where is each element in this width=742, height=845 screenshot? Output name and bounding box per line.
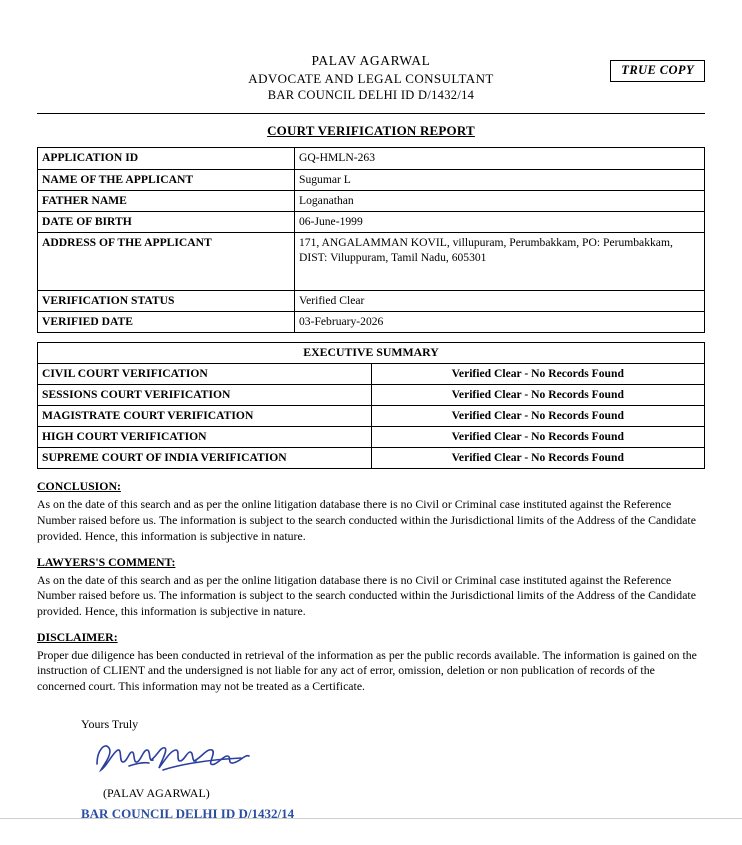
letterhead <box>37 52 705 103</box>
page-title: COURT VERIFICATION REPORT <box>267 123 475 139</box>
conclusion-text: As on the date of this search and as per the online litigation database there is no Civil or Criminal case instituted against the Reference Number raised before us. The information is subject to the search conducted within the Jurisdictional limits of the Address of the Candidate provided. Hence, this information is subjective in nature. <box>37 497 696 543</box>
disclaimer-section <box>37 630 705 695</box>
table-row <box>38 190 705 211</box>
summary-item-result: Verified Clear - No Records Found <box>371 448 705 469</box>
detail-value: GQ-HMLN-263 <box>295 148 705 169</box>
lawyer-comment-text: As on the date of this search and as per the online litigation database there is no Civil or Criminal case instituted against the Reference Number raised before us. The information is subject to the search conducted within the Jurisdictional limits of the Address of the Candidate provided. Hence, this information is subjective in nature. <box>37 572 696 618</box>
detail-label: ADDRESS OF THE APPLICANT <box>38 232 295 290</box>
detail-label: VERIFIED DATE <box>38 311 295 332</box>
table-row <box>38 311 705 332</box>
summary-item-label: CIVIL COURT VERIFICATION <box>38 364 372 385</box>
detail-value: Loganathan <box>295 190 705 211</box>
conclusion-title: CONCLUSION: <box>37 479 121 494</box>
lawyer-comment-title: LAWYERS'S COMMENT: <box>37 554 176 569</box>
detail-label: DATE OF BIRTH <box>38 211 295 232</box>
applicant-details-table <box>37 147 705 332</box>
table-header-row <box>38 342 705 363</box>
footer-divider <box>0 818 742 819</box>
table-row <box>38 290 705 311</box>
detail-value: Verified Clear <box>295 290 705 311</box>
detail-label: VERIFICATION STATUS <box>38 290 295 311</box>
table-row <box>38 364 705 385</box>
summary-item-label: MAGISTRATE COURT VERIFICATION <box>38 406 372 427</box>
summary-item-label: HIGH COURT VERIFICATION <box>38 427 372 448</box>
detail-value: 03-February-2026 <box>295 311 705 332</box>
summary-item-label: SUPREME COURT OF INDIA VERIFICATION <box>38 448 372 469</box>
table-row <box>38 427 705 448</box>
summary-item-result: Verified Clear - No Records Found <box>371 427 705 448</box>
table-row <box>38 169 705 190</box>
signature-image <box>91 736 271 784</box>
yours-truly-text: Yours Truly <box>81 716 139 731</box>
detail-value: Sugumar L <box>295 169 705 190</box>
header-divider <box>37 113 705 114</box>
signoff-block <box>37 717 705 822</box>
letterhead-role: ADVOCATE AND LEGAL CONSULTANT <box>248 70 494 86</box>
true-copy-stamp: TRUE COPY <box>610 60 705 82</box>
detail-label: FATHER NAME <box>38 190 295 211</box>
signatory-name: (PALAV AGARWAL) <box>103 785 210 800</box>
executive-summary-section <box>37 342 705 470</box>
disclaimer-title: DISCLAIMER: <box>37 629 118 644</box>
summary-header: EXECUTIVE SUMMARY <box>38 342 705 363</box>
detail-label: APPLICATION ID <box>38 148 295 169</box>
executive-summary-table <box>37 342 705 470</box>
summary-item-result: Verified Clear - No Records Found <box>371 385 705 406</box>
summary-item-result: Verified Clear - No Records Found <box>371 364 705 385</box>
table-row <box>38 148 705 169</box>
table-row <box>38 406 705 427</box>
disclaimer-text: Proper due diligence has been conducted in retrieval of the information as per the public records available. The information is gained on the instruction of CLIENT and the undersigned is not liable for any act of error, omission, deletion or non publication of records of the concerned court. This information may not be treated as a Certificate. <box>37 647 697 693</box>
table-row <box>38 448 705 469</box>
letterhead-name: PALAV AGARWAL <box>311 53 431 68</box>
detail-value: 06-June-1999 <box>295 211 705 232</box>
table-row <box>38 211 705 232</box>
table-row <box>38 232 705 290</box>
letterhead-bar-id: BAR COUNCIL DELHI ID D/1432/14 <box>267 87 475 102</box>
detail-value: 171, ANGALAMMAN KOVIL, villupuram, Perumbakkam, PO: Perumbakkam, DIST: Viluppuram, Tamil Nadu, 605301 <box>295 232 705 290</box>
table-row <box>38 385 705 406</box>
summary-item-result: Verified Clear - No Records Found <box>371 406 705 427</box>
conclusion-section <box>37 479 705 544</box>
lawyer-comment-section <box>37 555 705 620</box>
signature-icon <box>91 736 271 784</box>
signatory-bar-id: BAR COUNCIL DELHI ID D/1432/14 <box>81 805 295 821</box>
detail-label: NAME OF THE APPLICANT <box>38 169 295 190</box>
summary-item-label: SESSIONS COURT VERIFICATION <box>38 385 372 406</box>
top-spacer <box>37 0 705 52</box>
